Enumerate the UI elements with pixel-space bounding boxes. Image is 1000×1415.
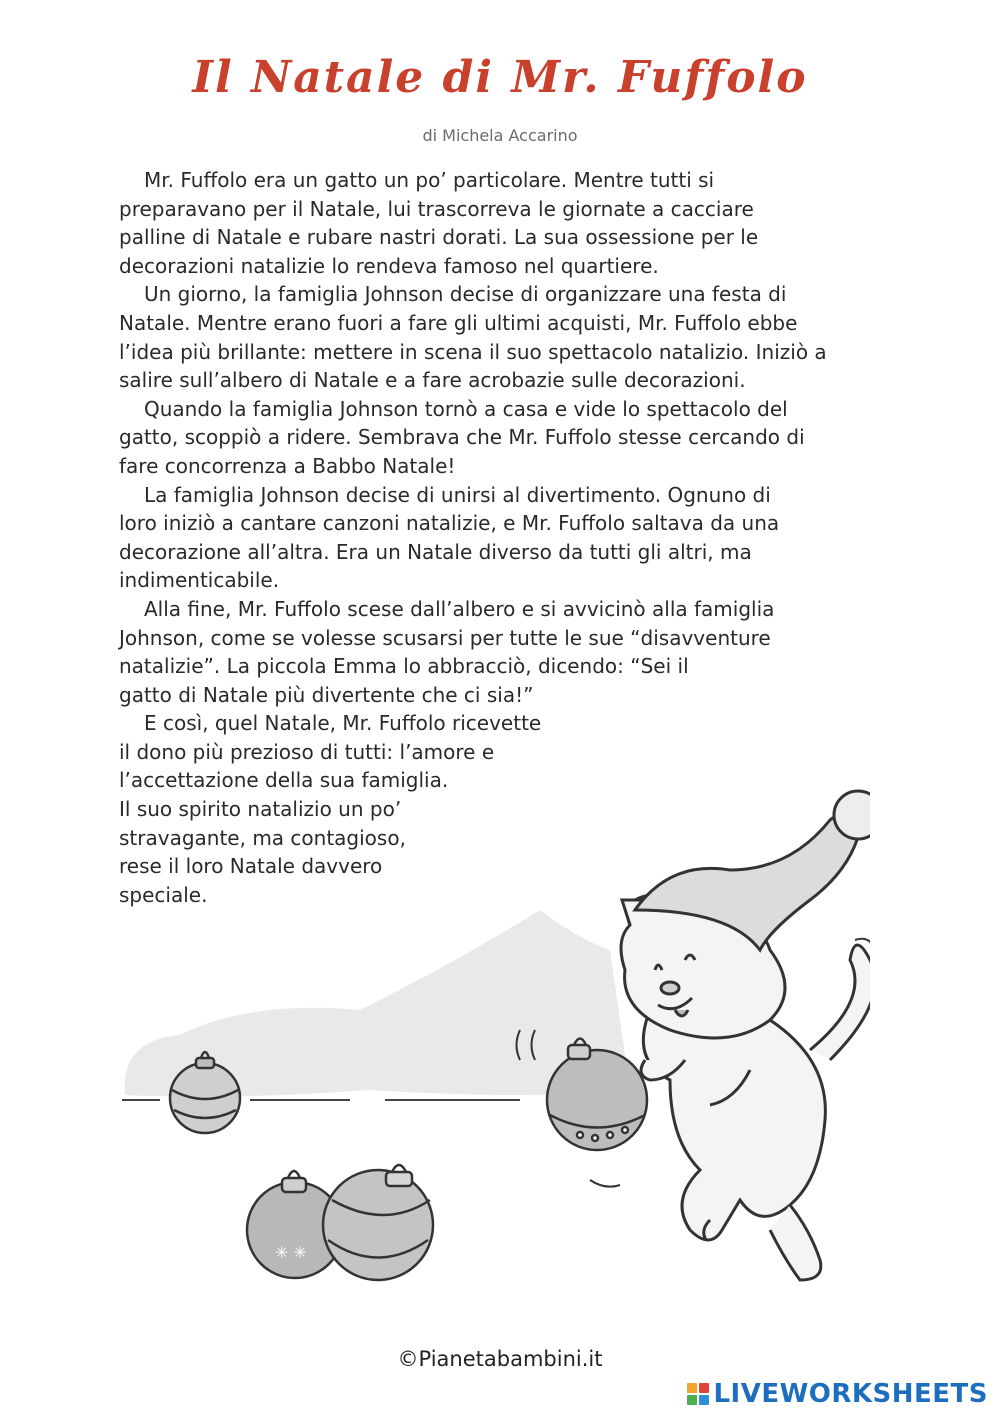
story-line: Natale. Mentre erano fuori a fare gli ultimi acquisti, Mr. Fuffolo ebbe [119,310,798,335]
story-line: il dono più prezioso di tutti: l’amore e [119,739,495,764]
story-line: gatto, scoppiò a ridere. Sembrava che Mr. Fuffolo stesse cercando di [119,425,805,450]
story-line: natalizie”. La piccola Emma lo abbracciò, dicendo: “Sei il [119,654,689,679]
liveworksheets-logo[interactable] [687,1378,988,1410]
story-line: fare concorrenza a Babbo Natale! [119,453,456,478]
story-line: gatto di Natale più divertente che ci sia!” [119,682,534,707]
story-line: palline di Natale e rubare nastri dorati. La sua ossessione per le [119,225,759,250]
story-line: Mr. Fuffolo era un gatto un po’ particolare. Mentre tutti si [144,168,715,192]
story-line: salire sull’albero di Natale e a fare acrobazie sulle decorazioni. [119,368,746,393]
story-line: Johnson, come se volesse scusarsi per tutte le sue “disavventure [119,625,771,650]
story-line: Un giorno, la famiglia Johnson decise di organizzare una festa di [144,282,787,307]
page-title: Il Natale di Mr. Fuffolo [192,52,808,103]
bauble-icon [323,1165,433,1280]
story-line: stravagante, ma contagioso, [119,825,406,850]
story-line: speciale. [119,882,208,907]
story-line: Quando la famiglia Johnson tornò a casa e vide lo spettacolo del [144,396,788,421]
cat-illustration [110,760,870,1330]
logo-text: LIVEWORKSHEETS [713,1379,988,1409]
story-line: rese il loro Natale davvero [119,854,383,879]
story-line: l’accettazione della sua famiglia. [119,768,449,793]
story-line: Alla fine, Mr. Fuffolo scese dall’albero e si avvicinò alla famiglia [144,596,775,621]
story-line: indimenticabile. [119,568,280,593]
story-line: decorazione all’altra. Era un Natale diverso da tutti gli altri, ma [119,539,752,564]
author-line: di Michela Accarino [422,126,578,145]
story-line: Il suo spirito natalizio un po’ [119,797,402,822]
story-line: decorazioni natalizie lo rendeva famoso nel quartiere. [119,253,659,278]
story-line: E così, quel Natale, Mr. Fuffolo ricevette [144,711,542,736]
story-line: loro iniziò a cantare canzoni natalizie, e Mr. Fuffolo saltava da una [119,511,780,536]
story-line: La famiglia Johnson decise di unirsi al divertimento. Ognuno di [144,482,771,507]
story-line: l’idea più brillante: mettere in scena il suo spettacolo natalizio. Iniziò a [119,339,827,364]
logo-blocks-icon [687,1383,709,1405]
svg-text:✳ ✳: ✳ ✳ [275,1243,307,1262]
copyright-text: ©Pianetabambini.it [397,1347,603,1371]
story-line: preparavano per il Natale, lui trascorreva le giornate a cacciare [119,196,754,221]
